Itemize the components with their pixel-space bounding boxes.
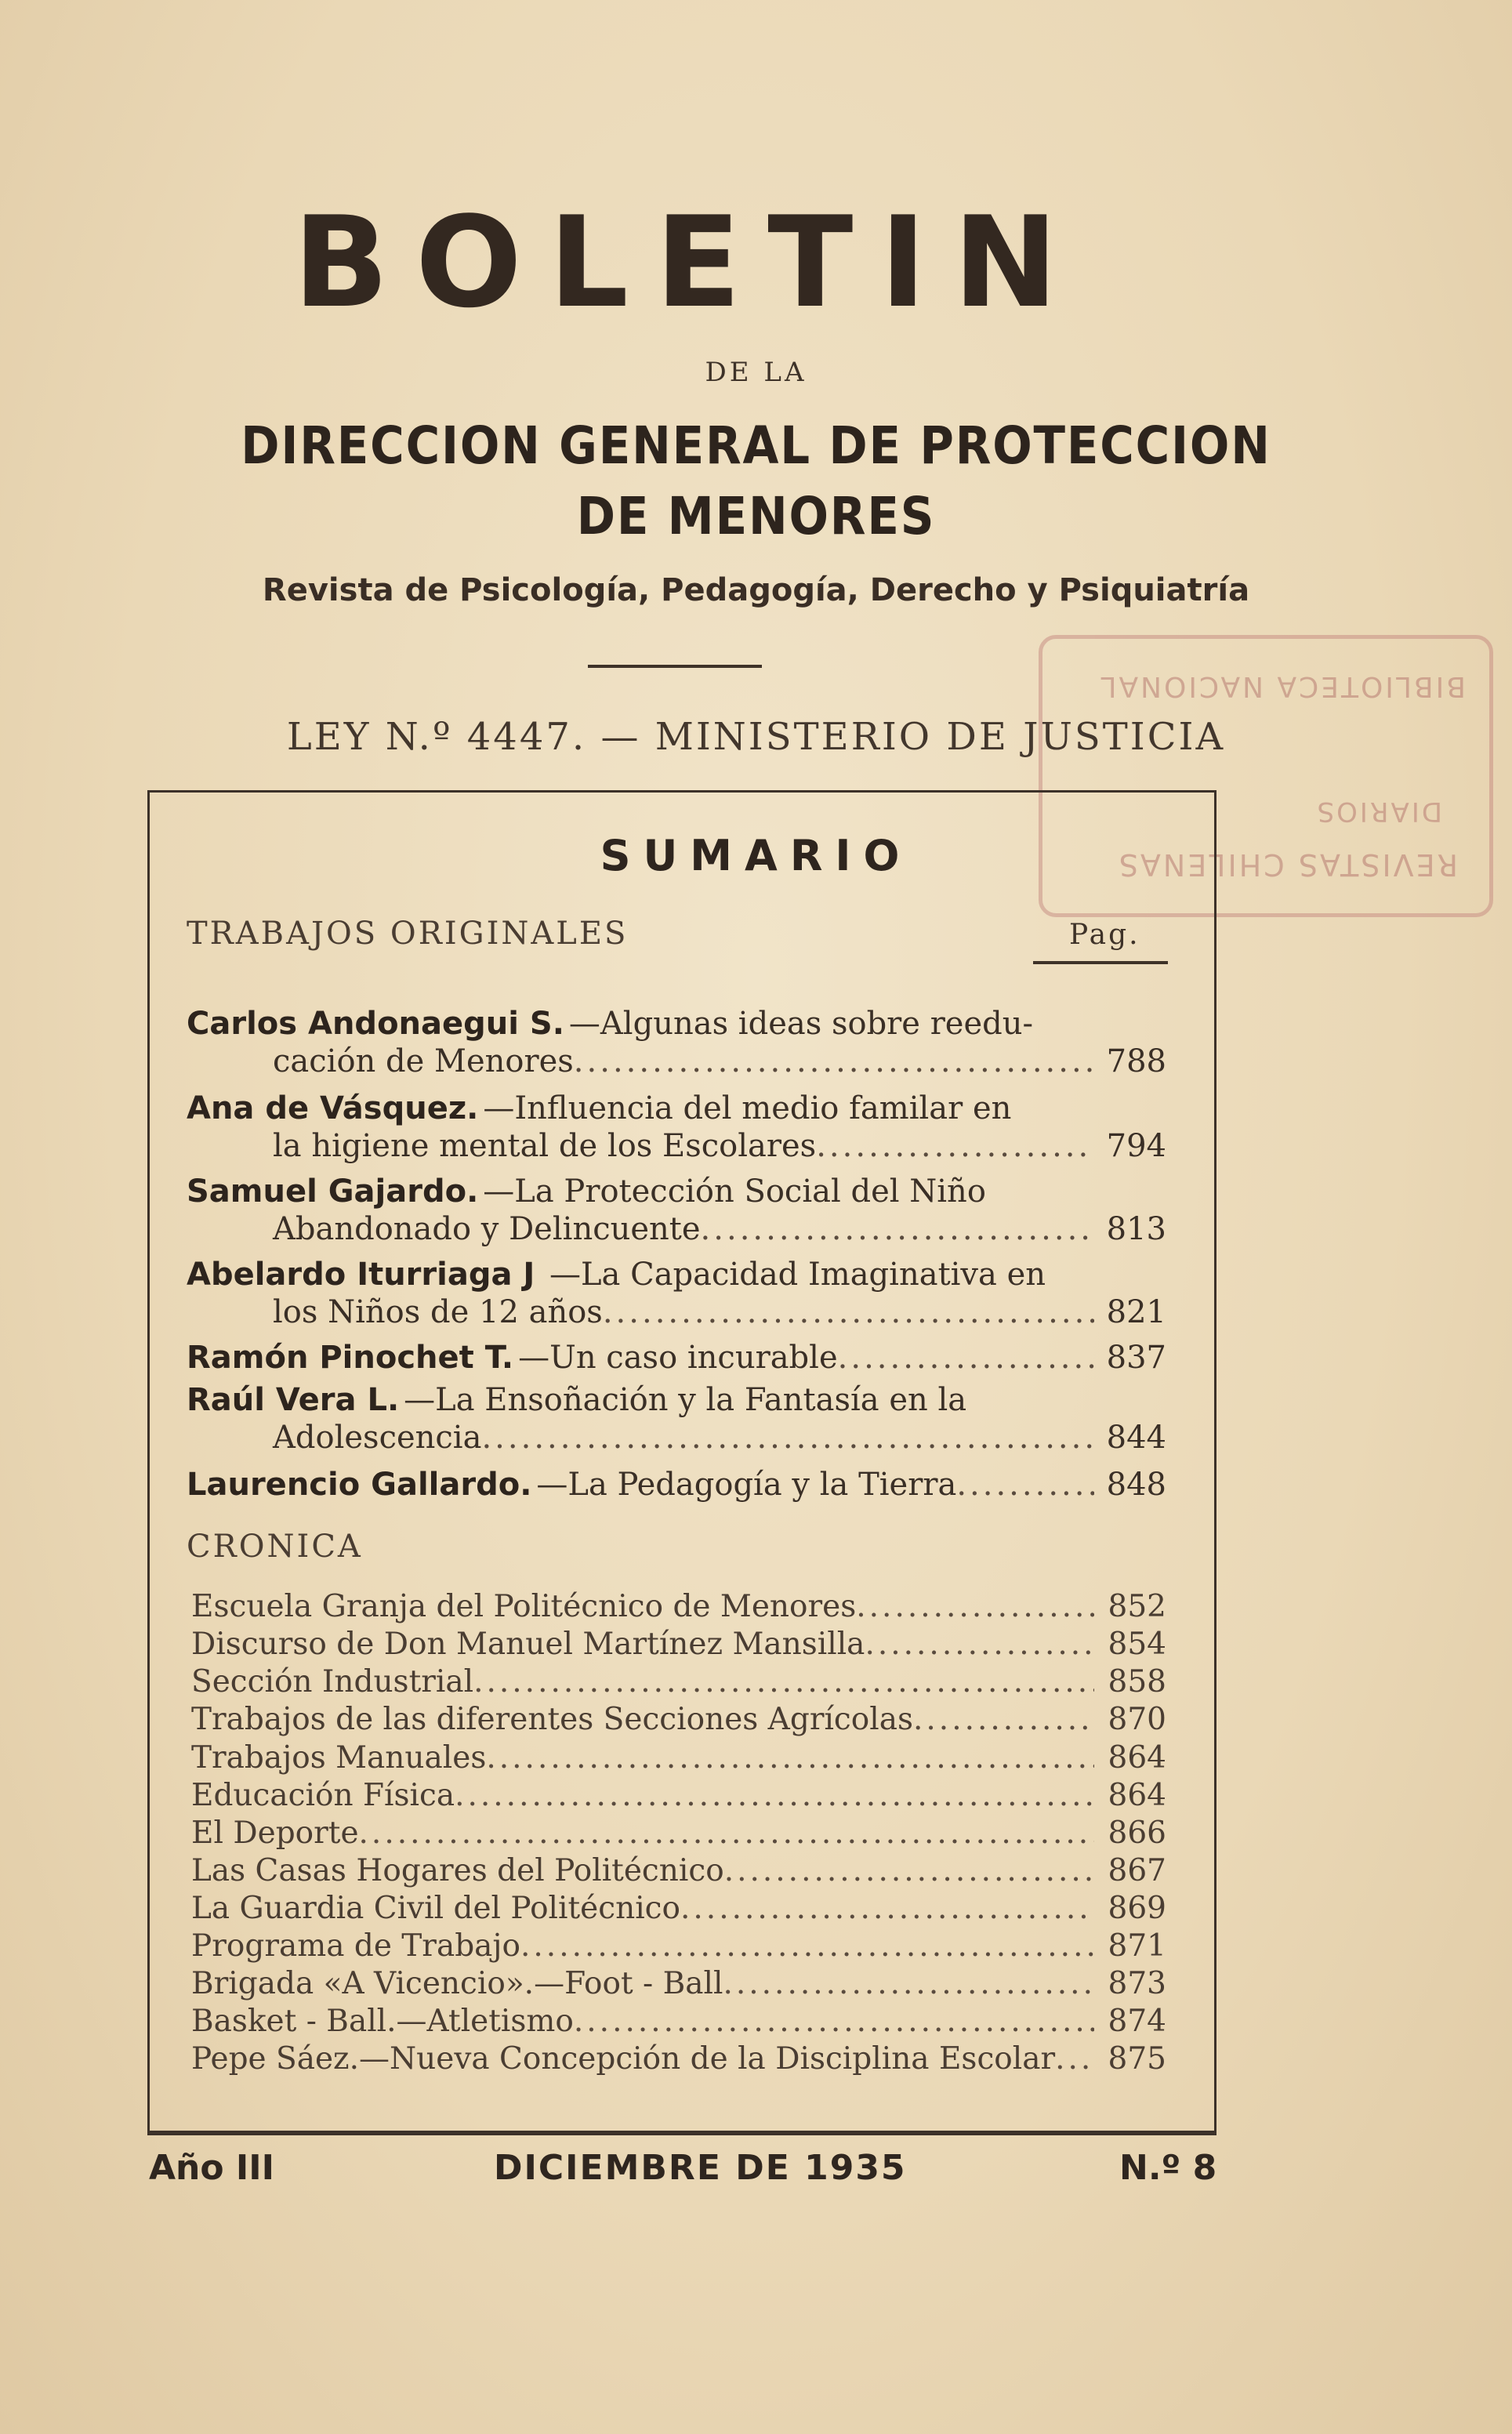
chronicle-entry bbox=[191, 1701, 1166, 1739]
article-title-cont: los Niños de 12 años bbox=[273, 1294, 603, 1330]
chronicle-title: Programa de Trabajo bbox=[191, 1928, 520, 1964]
organization-line-2: DE MENORES bbox=[576, 486, 936, 546]
chronicle-entry bbox=[191, 1890, 1166, 1928]
chronicle-entry bbox=[191, 1852, 1166, 1891]
header-divider bbox=[588, 665, 762, 668]
chronicle-page: 870 bbox=[1108, 1702, 1166, 1737]
chronicle-page: 867 bbox=[1108, 1853, 1166, 1888]
chronicle-title: Educación Física bbox=[191, 1778, 455, 1813]
chronicle-page: 858 bbox=[1108, 1664, 1166, 1699]
chronicle-page: 873 bbox=[1108, 1966, 1166, 2001]
chronicle-title: Sección Industrial bbox=[191, 1664, 474, 1699]
chronicle-title: Las Casas Hogares del Politécnico bbox=[191, 1853, 724, 1888]
article-author: Abelardo Iturriaga J bbox=[187, 1257, 535, 1293]
organization-line-1: DIRECCION GENERAL DE PROTECCION bbox=[241, 415, 1271, 476]
chronicle-entry bbox=[191, 1626, 1166, 1664]
summary-frame-bottom-rule bbox=[149, 2131, 1215, 2135]
article-title: —La Protección Social del Niño bbox=[483, 1173, 986, 1210]
chronicle-entry bbox=[191, 1928, 1166, 1966]
article-title-cont: la higiene mental de los Escolares bbox=[273, 1128, 817, 1164]
chronicle-page: 852 bbox=[1108, 1589, 1166, 1624]
law-ministry-line: LEY N.º 4447. — MINISTERIO DE JUSTICIA bbox=[286, 715, 1226, 759]
article-entry bbox=[187, 1256, 1166, 1331]
article-author: Samuel Gajardo. bbox=[187, 1173, 479, 1210]
chronicle-entry bbox=[191, 2003, 1166, 2041]
article-page: 813 bbox=[1106, 1211, 1166, 1247]
stamp-line-3: BIBLIOTECA NACIONAL bbox=[1098, 670, 1466, 702]
chronicle-title: Trabajos Manuales bbox=[191, 1740, 487, 1776]
chronicle-page: 874 bbox=[1108, 2004, 1166, 2039]
article-title: —La Pedagogía y la Tierra bbox=[536, 1467, 957, 1503]
page-column-label: Pag. bbox=[1069, 919, 1140, 951]
page-column-rule bbox=[1033, 961, 1168, 964]
article-title: —Un caso incurable bbox=[518, 1340, 838, 1376]
chronicle-entry bbox=[191, 1965, 1166, 2004]
stamp-line-2: DIARIOS bbox=[1314, 796, 1442, 827]
chronicle-title: La Guardia Civil del Politécnico bbox=[191, 1891, 680, 1926]
article-title: —Influencia del medio familar en bbox=[483, 1090, 1012, 1126]
issue-date: DICIEMBRE DE 1935 bbox=[494, 2148, 907, 2188]
article-author: Ramón Pinochet T. bbox=[187, 1340, 514, 1376]
chronicle-page: 854 bbox=[1108, 1627, 1166, 1662]
journal-subtitle: Revista de Psicología, Pedagogía, Derecho y Psiquiatría bbox=[262, 572, 1250, 608]
chronicle-entry bbox=[191, 2040, 1166, 2079]
article-author: Laurencio Gallardo. bbox=[187, 1467, 532, 1503]
article-page: 837 bbox=[1106, 1340, 1166, 1376]
chronicle-entry bbox=[191, 1663, 1166, 1702]
article-title: —Algunas ideas sobre reedu- bbox=[568, 1006, 1034, 1042]
chronicle-page: 875 bbox=[1108, 2041, 1166, 2077]
section-chronicle: CRONICA bbox=[187, 1529, 363, 1565]
article-entry bbox=[187, 1173, 1166, 1248]
article-entry bbox=[187, 1381, 1166, 1456]
masthead-de-la: DE LA bbox=[705, 357, 807, 388]
article-author: Raúl Vera L. bbox=[187, 1382, 400, 1418]
article-title-cont: Abandonado y Delincuente bbox=[273, 1211, 701, 1247]
masthead-title: BOLETIN bbox=[293, 189, 1085, 336]
chronicle-page: 864 bbox=[1108, 1740, 1166, 1776]
chronicle-page: 871 bbox=[1108, 1928, 1166, 1964]
article-page: 844 bbox=[1106, 1420, 1166, 1456]
chronicle-page: 869 bbox=[1108, 1891, 1166, 1926]
chronicle-title: El Deporte bbox=[191, 1816, 359, 1851]
chronicle-entry bbox=[191, 1815, 1166, 1853]
article-page: 794 bbox=[1106, 1128, 1166, 1164]
article-entry bbox=[187, 1090, 1166, 1165]
article-entry bbox=[187, 1005, 1166, 1080]
article-entry bbox=[187, 1466, 1166, 1504]
article-title: —La Capacidad Imaginativa en bbox=[539, 1257, 1046, 1293]
stamp-line-1: REVISTAS CHILENAS bbox=[1116, 847, 1458, 882]
article-author: Carlos Andonaegui S. bbox=[187, 1006, 564, 1042]
chronicle-title: Pepe Sáez.—Nueva Concepción de la Disciplina Escolar bbox=[191, 2041, 1056, 2077]
chronicle-entry bbox=[191, 1588, 1166, 1627]
article-author: Ana de Vásquez. bbox=[187, 1090, 479, 1126]
article-page: 788 bbox=[1106, 1043, 1166, 1079]
article-title-cont: cación de Menores bbox=[273, 1043, 574, 1079]
chronicle-title: Trabajos de las diferentes Secciones Agrícolas bbox=[191, 1702, 913, 1737]
article-page: 821 bbox=[1106, 1294, 1166, 1330]
chronicle-entry bbox=[191, 1739, 1166, 1778]
section-original-works: TRABAJOS ORIGINALES bbox=[187, 916, 629, 952]
summary-heading: SUMARIO bbox=[600, 831, 912, 880]
issue-year: Año III bbox=[149, 2148, 275, 2188]
chronicle-entry bbox=[191, 1777, 1166, 1816]
chronicle-title: Discurso de Don Manuel Martínez Mansilla bbox=[191, 1627, 865, 1662]
chronicle-page: 864 bbox=[1108, 1778, 1166, 1813]
chronicle-page: 866 bbox=[1108, 1816, 1166, 1851]
issue-number: N.º 8 bbox=[1119, 2148, 1217, 2188]
article-title: —La Ensoñación y la Fantasía en la bbox=[404, 1382, 967, 1418]
chronicle-title: Brigada «A Vicencio».—Foot - Ball bbox=[191, 1966, 723, 2001]
article-page: 848 bbox=[1106, 1467, 1166, 1503]
article-entry bbox=[187, 1339, 1166, 1377]
article-title-cont: Adolescencia bbox=[273, 1420, 482, 1456]
chronicle-title: Basket - Ball.—Atletismo bbox=[191, 2004, 574, 2039]
chronicle-title: Escuela Granja del Politécnico de Menores bbox=[191, 1589, 857, 1624]
